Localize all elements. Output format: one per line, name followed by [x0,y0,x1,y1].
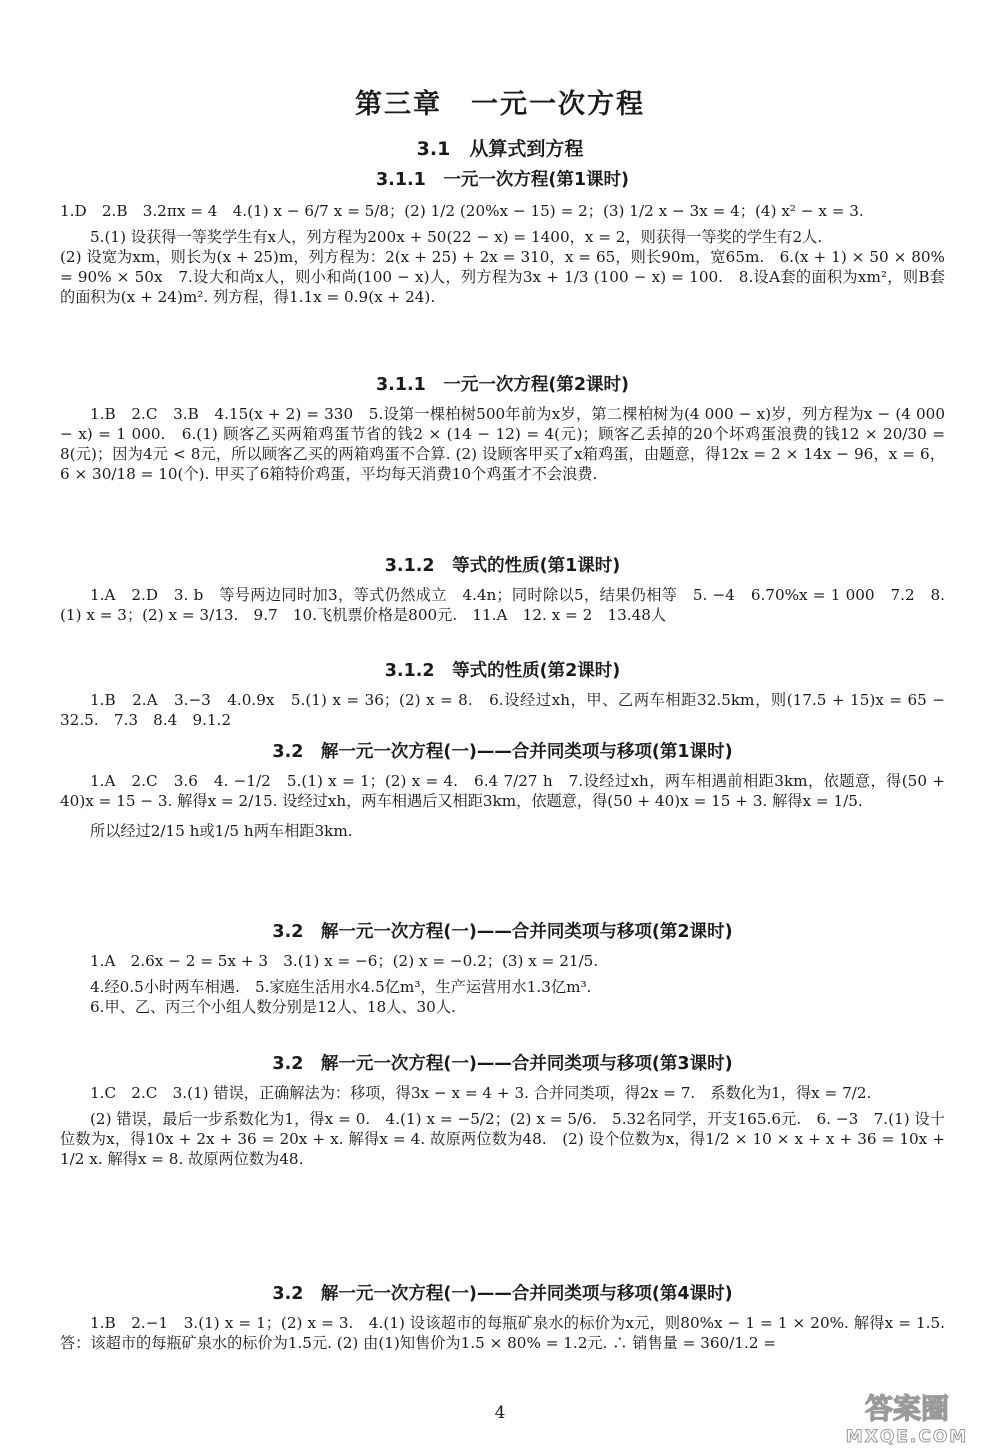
chapter-title: 第三章 一元一次方程 [355,89,645,120]
answer-paragraph: (2) 错误，最后一步系数化为1，得x = 0. 4.(1) x = −5/2；(2) x = 5/6. 5.32名同学，开支165.6元. 6. −3 7.(1) 设十位数为x，得10x + 2x + 36 = 20x + x. 解得x = 4. 故原两位数为48. (2) 设个位数为x，得1/2 × 10 × x + x + 36 = 10x + 1/2 x. 解得x = 8. 故原两位数为48. [60,1110,945,1169]
lesson-block-3-1-2-lesson-2 [60,657,945,730]
lesson-heading: 3.2 解一元一次方程(一)——合并同类项与移项(第4课时) [272,1284,733,1304]
answer-paragraph: 1.A 2.C 3.6 4. −1/2 5.(1) x = 1；(2) x = 4. 6.4 7/27 h 7.设经过xh，两车相遇前相距3km，依题意，得(50 + 40)x = 15 − 3. 解得x = 2/15. 设经过xh，两车相遇后又相距3km，依题意，得(50 + 40)x = 15 + 3. 解得x = 1/5. [60,772,945,811]
answer-paragraph: (2) 设宽为xm，则长为(x + 25)m，列方程为：2(x + 25) + 2x = 310，x = 65，则长90m，宽65m. 6.(x + 1) × 50 × 80% = 90% × 50x 7.设大和尚x人，则小和尚(100 − x)人，列方程为3x + 1/3 (100 − x) = 100. 8.设A套的面积为xm²，则B套的面积为(x + 24)m². 列方程，得1.1x = 0.9(x + 24). [60,248,945,307]
answer-paragraph: 1.A 2.6x − 2 = 5x + 3 3.(1) x = −6；(2) x = −0.2；(3) x = 21/5. [90,952,599,970]
answer-paragraph: 1.B 2.C 3.B 4.15(x + 2) = 330 5.设第一棵柏树500年前为x岁，第二棵柏树为(4 000 − x)岁，列方程为x − (4 000 − x) = 1 000. 6.(1) 顾客乙买两箱鸡蛋节省的钱2 × (14 − 12) = 4(元)；顾客乙丢掉的20个坏鸡蛋浪费的钱12 × 20/30 = 8(元)；因为4元 < 8元，所以顾客乙买的两箱鸡蛋不合算. (2) 设顾客甲买了x箱鸡蛋，由题意，得12x = 2 × 14x − 96，x = 6，6 × 30/18 = 10(个). 甲买了6箱特价鸡蛋，平均每天消费10个鸡蛋才不会浪费. [60,405,945,484]
answer-paragraph: 1.C 2.C 3.(1) 错误，正确解法为：移项，得3x − x = 4 + 3. 合并同类项，得2x = 7. 系数化为1，得x = 7/2. [90,1084,872,1102]
lesson-block-3-1-2-lesson-1 [60,552,945,625]
answer-paragraph: 所以经过2/15 h或1/5 h两车相距3km. [90,822,353,841]
answer-paragraph: 1.B 2.A 3.−3 4.0.9x 5.(1) x = 36；(2) x = 8. 6.设经过xh，甲、乙两车相距32.5km，则(17.5 + 15)x = 65 − 32.5. 7.3 8.4 9.1.2 [60,691,945,730]
lesson-heading: 3.1.2 等式的性质(第1课时) [384,556,621,576]
lesson-block-3-1-1-lesson-1 [60,166,945,307]
lesson-heading: 3.2 解一元一次方程(一)——合并同类项与移项(第2课时) [272,922,733,942]
watermark-logo [832,1384,982,1448]
answer-paragraph: 6.甲、乙、丙三个小组人数分别是12人、18人、30人. [90,998,456,1017]
lesson-block-3-2-lesson-4 [60,1280,945,1353]
lesson-heading: 3.1.1 一元一次方程(第1课时) [376,170,629,190]
watermark-title: 答案圈 [864,1392,950,1425]
lesson-block-3-1-1-lesson-2 [60,371,945,484]
lesson-heading: 3.2 解一元一次方程(一)——合并同类项与移项(第1课时) [272,742,733,762]
watermark-url: MXQE.COM [845,1427,969,1447]
lesson-heading: 3.1.1 一元一次方程(第2课时) [376,375,629,395]
answer-paragraph: 5.(1) 设获得一等奖学生有x人，列方程为200x + 50(22 − x) = 1400，x = 2，则获得一等奖的学生有2人. [90,228,823,247]
page-number: 4 [494,1403,506,1423]
lesson-heading: 3.2 解一元一次方程(一)——合并同类项与移项(第3课时) [272,1054,733,1074]
answer-paragraph: 1.B 2.−1 3.(1) x = 1；(2) x = 3. 4.(1) 设该超市的每瓶矿泉水的标价为x元，则80%x − 1 = 1 × 20%. 解得x = 1.5. 答：该超市的每瓶矿泉水的标价为1.5元. (2) 由(1)知售价为1.5 × 80% = 1.2元. ∴ 销售量 = 360/1.2 = [60,1314,945,1353]
lesson-block-3-2-lesson-3 [60,1050,945,1169]
section-title: 3.1 从算式到方程 [416,138,584,160]
answer-paragraph: 1.D 2.B 3.2πx = 4 4.(1) x − 6/7 x = 5/8；(2) 1/2 (20%x − 15) = 2；(3) 1/2 x − 3x = 4；(4) x² − x = 3. [60,202,864,220]
answer-paragraph: 1.A 2.D 3. b 等号两边同时加3，等式仍然成立 4.4n；同时除以5，结果仍相等 5. −4 6.70%x = 1 000 7.2 8.(1) x = 3；(2) x = 3/13. 9.7 10.飞机票价格是800元. 11.A 12. x = 2 13.48人 [60,586,945,625]
lesson-block-3-2-lesson-1 [60,738,945,841]
answer-paragraph: 4.经0.5小时两车相遇. 5.家庭生活用水4.5亿m³，生产运营用水1.3亿m³. [90,978,592,997]
lesson-block-3-2-lesson-2 [60,918,945,1017]
lesson-heading: 3.1.2 等式的性质(第2课时) [384,661,621,681]
